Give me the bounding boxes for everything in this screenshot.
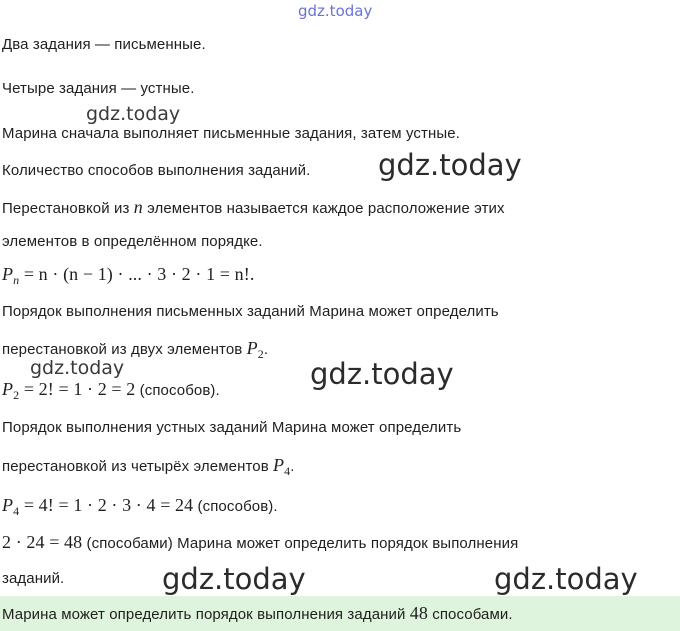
- math-number: 48: [409, 603, 428, 623]
- text-segment: Перестановкой из: [2, 200, 134, 217]
- text-line: Два задания — письменные.: [2, 36, 206, 53]
- text-segment: перестановкой из двух элементов: [2, 341, 247, 358]
- text-segment: элементов называется каждое расположение этих: [142, 200, 505, 217]
- math-expr: 2 · 24 = 48: [2, 532, 83, 552]
- text-line: заданий.: [2, 570, 65, 587]
- math-expr: = 2! = 1 · 2 = 2: [19, 379, 136, 399]
- text-segment: (способами) Марина может определить порядок выполнения: [82, 535, 519, 552]
- math-subscript: 4: [284, 464, 291, 478]
- math-subscript: n: [13, 273, 20, 287]
- answer-line: [2, 603, 513, 624]
- text-line: Количество способов выполнения заданий.: [2, 162, 311, 179]
- text-line: элементов в определённом порядке.: [2, 233, 263, 250]
- text-line: Порядок выполнения устных заданий Марина может определить: [2, 419, 462, 436]
- watermark: gdz.today: [86, 103, 181, 125]
- math-var: P: [246, 338, 258, 358]
- math-expr: = n · (n − 1) · ... · 3 · 2 · 1 = n!.: [19, 264, 255, 284]
- text-segment: (способов).: [193, 498, 278, 515]
- watermark: gdz.today: [378, 148, 522, 182]
- text-line: [2, 197, 505, 218]
- text-segment: способами.: [427, 606, 513, 623]
- text-line: [2, 532, 518, 553]
- math-subscript: 4: [13, 504, 20, 518]
- watermark: gdz.today: [30, 357, 125, 379]
- math-expr: = 4! = 1 · 2 · 3 · 4 = 24: [19, 495, 194, 515]
- text-line: Марина сначала выполняет письменные задания, затем устные.: [2, 125, 460, 142]
- watermark: gdz.today: [494, 562, 638, 596]
- text-segment: Марина может определить порядок выполнения заданий: [2, 606, 410, 623]
- formula-p4: [2, 495, 278, 516]
- math-var: P: [2, 379, 14, 399]
- math-subscript: 2: [13, 388, 20, 402]
- watermark-top: gdz.today: [298, 2, 373, 20]
- math-var: P: [2, 495, 14, 515]
- text-line: Порядок выполнения письменных заданий Марина может определить: [2, 303, 499, 320]
- text-line: [2, 455, 295, 476]
- formula-permutation: [2, 264, 254, 285]
- text-segment: .: [290, 458, 295, 475]
- formula-p2: [2, 379, 220, 400]
- text-line: [2, 338, 268, 359]
- text-segment: (способов).: [135, 382, 220, 399]
- text-segment: .: [263, 341, 269, 358]
- text-segment: перестановкой из четырёх элементов: [2, 458, 274, 475]
- math-subscript: 2: [257, 347, 264, 361]
- math-var: n: [133, 197, 143, 217]
- math-var: P: [2, 264, 14, 284]
- watermark: gdz.today: [310, 357, 454, 391]
- watermark: gdz.today: [162, 562, 306, 596]
- math-var: P: [273, 455, 285, 475]
- text-line: Четыре задания — устные.: [2, 80, 195, 97]
